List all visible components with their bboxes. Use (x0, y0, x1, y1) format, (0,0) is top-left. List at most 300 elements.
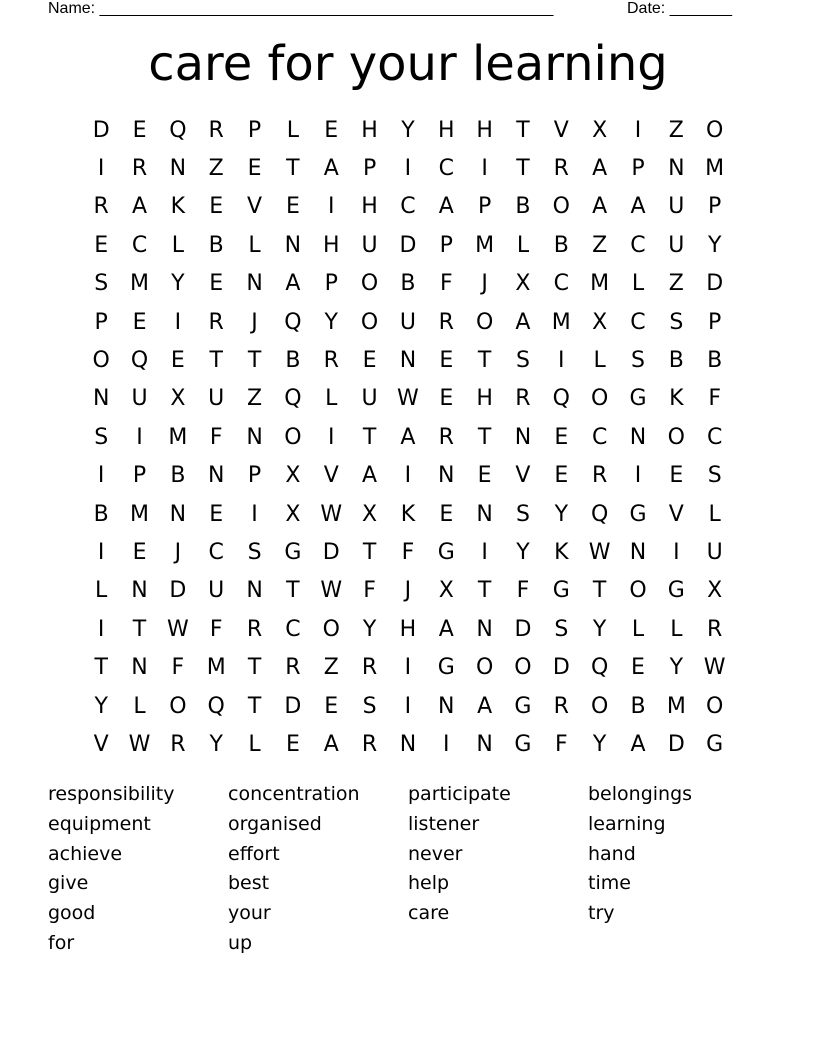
grid-letter: U (208, 578, 225, 604)
grid-letter: N (246, 424, 263, 450)
grid-letter: T (132, 616, 147, 642)
grid-letter: T (247, 655, 262, 681)
grid-letter: O (552, 194, 570, 220)
grid-letter: R (246, 616, 263, 642)
grid-letter: O (360, 271, 379, 297)
grid-letter: H (476, 117, 493, 143)
grid-letter: Q (284, 386, 302, 412)
grid-letter: V (323, 463, 339, 489)
grid-letter: N (399, 348, 417, 374)
grid-letter: O (667, 424, 685, 450)
grid-letter: X (285, 463, 301, 489)
grid-letter: U (131, 386, 148, 412)
grid-letter: Y (94, 693, 108, 719)
grid-letter: M (168, 424, 188, 450)
word-list-column (588, 780, 768, 959)
grid-letter: A (630, 731, 646, 757)
grid-letter: X (592, 117, 608, 143)
grid-letter: I (404, 693, 412, 719)
grid-letter: T (477, 424, 492, 450)
grid-letter: G (706, 731, 724, 757)
grid-letter: N (629, 539, 647, 565)
grid-letter: J (174, 539, 182, 565)
grid-letter: K (170, 194, 186, 220)
grid-letter: D (667, 731, 685, 757)
grid-letter: V (515, 463, 531, 489)
grid-letter: D (284, 693, 302, 719)
grid-letter: O (706, 693, 724, 719)
grid-letter: W (166, 616, 189, 642)
grid-letter: G (629, 501, 647, 527)
grid-letter: O (169, 693, 187, 719)
grid-letter: T (516, 117, 530, 143)
grid-letter: D (706, 271, 724, 297)
grid-row (82, 303, 734, 341)
word-list-item: for (48, 931, 75, 954)
word-list-item: participate (408, 783, 511, 805)
grid-letter: G (514, 693, 532, 719)
grid-letter: N (629, 424, 647, 450)
grid-letter: I (97, 539, 105, 565)
grid-letter: N (131, 655, 148, 681)
grid-letter: I (97, 156, 105, 182)
grid-letter: U (361, 232, 378, 258)
word-list-item: listener (408, 812, 480, 835)
grid-letter: J (251, 309, 258, 335)
grid-letter: P (439, 232, 453, 258)
grid-letter: D (399, 232, 417, 258)
grid-row (82, 226, 734, 264)
grid-letter: S (362, 693, 377, 719)
grid-letter: I (673, 539, 680, 565)
grid-letter: T (247, 348, 262, 374)
grid-letter: Z (592, 232, 608, 258)
word-list-item: hand (588, 842, 636, 865)
grid-letter: N (514, 424, 532, 450)
grid-letter: R (515, 386, 531, 412)
grid-letter: I (404, 655, 412, 681)
grid-letter: E (477, 463, 492, 489)
grid-letter: B (707, 348, 723, 374)
word-list-item: good (48, 902, 96, 925)
grid-letter: N (169, 501, 187, 527)
grid-letter: A (515, 309, 531, 335)
grid-letter: Y (516, 539, 530, 565)
word-search-grid (82, 111, 734, 764)
grid-letter: I (634, 117, 642, 143)
word-list-item: equipment (48, 812, 151, 835)
grid-letter: W (128, 731, 151, 757)
grid-letter: H (361, 117, 378, 143)
worksheet-header (48, 0, 742, 20)
grid-letter: M (551, 309, 571, 335)
grid-letter: P (94, 309, 108, 335)
grid-letter: C (285, 616, 301, 642)
grid-letter: A (592, 156, 608, 182)
grid-letter: N (169, 156, 187, 182)
grid-letter: O (284, 424, 302, 450)
word-list-item: effort (228, 842, 280, 865)
grid-letter: I (97, 616, 105, 642)
grid-letter: O (475, 309, 494, 335)
word-list-item: help (408, 872, 450, 895)
grid-letter: N (476, 616, 493, 642)
grid-letter: H (476, 386, 493, 412)
grid-letter: D (322, 539, 340, 565)
grid-letter: T (247, 693, 262, 719)
grid-letter: Q (207, 693, 225, 719)
grid-letter: E (439, 348, 454, 374)
grid-letter: O (590, 386, 609, 412)
grid-letter: A (438, 194, 454, 220)
grid-letter: S (707, 463, 722, 489)
grid-letter: M (590, 271, 610, 297)
grid-row (82, 533, 734, 571)
grid-letter: G (629, 386, 647, 412)
grid-letter: T (209, 348, 223, 374)
grid-letter: B (630, 693, 646, 719)
word-list-item: try (588, 902, 615, 925)
page-title: care for your learning (148, 36, 668, 92)
grid-letter: N (438, 693, 455, 719)
word-list-item: care (408, 902, 450, 925)
grid-letter: L (631, 271, 645, 297)
grid-letter: L (248, 232, 261, 258)
grid-letter: V (668, 501, 684, 527)
grid-letter: Q (552, 386, 570, 412)
grid-letter: W (320, 501, 343, 527)
grid-letter: E (285, 731, 300, 757)
grid-letter: I (404, 463, 412, 489)
grid-letter: T (592, 578, 607, 604)
grid-letter: R (553, 693, 569, 719)
grid-letter: E (324, 693, 339, 719)
grid-letter: Z (668, 117, 684, 143)
word-list-item: responsibility (48, 783, 175, 805)
grid-row (82, 725, 734, 763)
grid-letter: W (588, 539, 611, 565)
grid-letter: T (286, 578, 300, 604)
grid-letter: Z (668, 271, 684, 297)
grid-letter: S (631, 348, 645, 374)
grid-row (82, 265, 734, 303)
grid-letter: I (558, 348, 565, 374)
grid-letter: M (130, 271, 149, 297)
grid-letter: E (132, 309, 147, 335)
grid-letter: L (171, 232, 184, 258)
word-list-item: achieve (48, 842, 123, 865)
grid-letter: E (439, 501, 454, 527)
grid-letter: M (206, 655, 226, 681)
grid-letter: U (668, 232, 685, 258)
grid-letter: E (209, 194, 224, 220)
grid-letter: T (286, 156, 300, 182)
grid-letter: N (438, 463, 455, 489)
grid-letter: B (553, 232, 569, 258)
grid-letter: C (400, 194, 416, 220)
word-list-item: best (228, 872, 270, 895)
grid-letter: E (209, 271, 224, 297)
grid-letter: B (285, 348, 301, 374)
grid-letter: C (706, 424, 723, 450)
grid-letter: K (400, 501, 416, 527)
grid-letter: E (132, 117, 147, 143)
grid-letter: F (439, 271, 453, 297)
grid-letter: A (285, 271, 301, 297)
grid-letter: Y (324, 309, 338, 335)
grid-letter: Q (130, 348, 149, 374)
grid-letter: R (131, 156, 148, 182)
word-list-item: up (228, 931, 253, 954)
grid-letter: H (437, 117, 455, 143)
grid-letter: T (477, 578, 492, 604)
grid-letter: I (251, 501, 258, 527)
grid-letter: P (247, 117, 262, 143)
grid-letter: N (246, 271, 263, 297)
grid-letter: G (552, 578, 570, 604)
grid-letter: I (327, 424, 335, 450)
grid-letter: P (247, 463, 262, 489)
grid-letter: R (591, 463, 608, 489)
grid-letter: I (174, 309, 182, 335)
word-list-item: learning (588, 812, 666, 835)
grid-letter: Z (208, 156, 224, 182)
grid-letter: D (169, 578, 187, 604)
grid-letter: X (515, 271, 531, 297)
grid-letter: V (247, 194, 263, 220)
grid-letter: N (92, 386, 110, 412)
grid-letter: S (515, 501, 530, 527)
grid-letter: Y (362, 616, 377, 642)
grid-letter: O (92, 348, 110, 374)
grid-letter: T (362, 539, 377, 565)
grid-letter: N (131, 578, 148, 604)
grid-letter: R (208, 309, 224, 335)
grid-letter: B (93, 501, 109, 527)
grid-letter: U (668, 194, 685, 220)
grid-letter: L (516, 232, 530, 258)
grid-letter: N (246, 578, 263, 604)
grid-letter: V (93, 731, 109, 757)
grid-letter: Y (401, 117, 415, 143)
word-list-item: time (588, 872, 631, 895)
grid-letter: T (516, 156, 530, 182)
grid-letter: A (362, 463, 378, 489)
grid-letter: A (438, 616, 454, 642)
grid-letter: F (171, 655, 185, 681)
grid-letter: E (132, 539, 147, 565)
grid-letter: F (708, 386, 721, 412)
grid-letter: I (404, 156, 412, 182)
grid-row (82, 648, 734, 686)
grid-letter: R (438, 309, 454, 335)
grid-letter: C (553, 271, 569, 297)
grid-letter: R (438, 424, 454, 450)
grid-letter: Y (707, 232, 722, 258)
grid-letter: N (668, 156, 685, 182)
grid-letter: A (477, 693, 493, 719)
grid-row (82, 418, 734, 456)
grid-row (82, 457, 734, 495)
grid-letter: A (323, 731, 339, 757)
grid-letter: W (397, 386, 419, 412)
grid-letter: A (323, 156, 339, 182)
grid-letter: N (207, 463, 225, 489)
grid-letter: R (361, 655, 378, 681)
grid-letter: G (437, 655, 455, 681)
grid-letter: Q (590, 655, 609, 681)
grid-letter: L (95, 578, 108, 604)
grid-letter: Q (284, 309, 302, 335)
grid-letter: S (554, 616, 569, 642)
grid-letter: X (707, 578, 723, 604)
grid-letter: F (516, 578, 530, 604)
grid-letter: E (94, 232, 109, 258)
grid-letter: G (514, 731, 532, 757)
grid-letter: D (552, 655, 570, 681)
grid-letter: Q (590, 501, 609, 527)
grid-letter: L (248, 731, 261, 757)
grid-letter: I (443, 731, 450, 757)
grid-letter: K (669, 386, 684, 412)
grid-letter: O (590, 693, 609, 719)
grid-letter: W (703, 655, 726, 681)
grid-letter: X (285, 501, 301, 527)
grid-letter: S (94, 424, 109, 450)
grid-letter: S (669, 309, 684, 335)
grid-row (82, 687, 734, 725)
grid-letter: Y (209, 731, 223, 757)
grid-letter: J (481, 271, 488, 297)
grid-letter: P (362, 156, 377, 182)
grid-letter: V (553, 117, 569, 143)
grid-letter: R (707, 616, 723, 642)
grid-letter: F (554, 731, 568, 757)
grid-letter: E (631, 655, 645, 681)
grid-letter: O (360, 309, 379, 335)
grid-letter: L (286, 117, 300, 143)
grid-letter: L (708, 501, 721, 527)
grid-letter: E (669, 463, 684, 489)
grid-letter: Y (171, 271, 185, 297)
grid-letter: C (630, 309, 646, 335)
word-list-item: concentration (228, 783, 360, 805)
grid-letter: P (708, 309, 722, 335)
date-field-label: Date: _______ (627, 0, 732, 17)
word-list-item: never (408, 842, 463, 865)
grid-letter: D (514, 616, 532, 642)
grid-row (82, 380, 734, 418)
grid-letter: R (208, 117, 224, 143)
grid-letter: M (666, 693, 686, 719)
grid-letter: E (362, 348, 377, 374)
grid-letter: T (94, 655, 108, 681)
grid-letter: R (93, 194, 109, 220)
grid-letter: M (705, 156, 725, 182)
grid-letter: S (515, 348, 530, 374)
grid-letter: Y (669, 655, 684, 681)
grid-letter: O (475, 655, 494, 681)
grid-row (82, 341, 734, 379)
grid-letter: B (208, 232, 224, 258)
grid-letter: X (438, 578, 454, 604)
grid-letter: C (438, 156, 454, 182)
grid-letter: Q (169, 117, 187, 143)
grid-letter: H (322, 232, 340, 258)
grid-letter: G (284, 539, 302, 565)
grid-letter: P (132, 463, 147, 489)
grid-letter: I (97, 463, 105, 489)
grid-letter: S (94, 271, 109, 297)
grid-letter: H (361, 194, 378, 220)
grid-letter: E (209, 501, 224, 527)
grid-letter: H (399, 616, 417, 642)
word-list-item: belongings (588, 783, 693, 805)
grid-letter: U (706, 539, 723, 565)
grid-letter: O (514, 655, 532, 681)
grid-letter: X (170, 386, 186, 412)
grid-letter: Y (554, 501, 569, 527)
grid-letter: T (362, 424, 377, 450)
grid-letter: P (708, 194, 722, 220)
name-field-label: Name: ___________________________________________________ (48, 0, 554, 17)
grid-letter: A (400, 424, 416, 450)
grid-letter: A (131, 194, 148, 220)
grid-letter: Y (592, 616, 607, 642)
grid-letter: O (322, 616, 340, 642)
grid-letter: P (477, 194, 492, 220)
grid-letter: N (284, 232, 302, 258)
grid-letter: A (630, 194, 646, 220)
grid-letter: U (361, 386, 378, 412)
grid-row (82, 188, 734, 226)
grid-letter: I (136, 424, 143, 450)
grid-letter: A (592, 194, 608, 220)
grid-letter: E (170, 348, 185, 374)
grid-letter: I (634, 463, 642, 489)
grid-letter: E (285, 194, 300, 220)
grid-letter: E (247, 156, 262, 182)
grid-letter: B (668, 348, 684, 374)
grid-letter: L (593, 348, 606, 374)
grid-row (82, 495, 734, 533)
grid-letter: E (324, 117, 339, 143)
grid-letter: R (361, 731, 378, 757)
grid-row (82, 610, 734, 648)
grid-letter: W (320, 578, 343, 604)
grid-letter: G (667, 578, 685, 604)
grid-letter: X (592, 309, 608, 335)
grid-row (82, 572, 734, 610)
grid-letter: C (591, 424, 608, 450)
word-list-item: organised (228, 812, 322, 835)
grid-letter: S (247, 539, 262, 565)
grid-letter: P (631, 156, 645, 182)
grid-letter: G (437, 539, 455, 565)
grid-letter: D (92, 117, 110, 143)
grid-letter: P (324, 271, 338, 297)
grid-letter: J (404, 578, 412, 604)
grid-letter: M (475, 232, 495, 258)
grid-letter: C (208, 539, 224, 565)
grid-letter: F (209, 616, 223, 642)
grid-row (82, 149, 734, 187)
grid-letter: Z (247, 386, 263, 412)
grid-letter: F (401, 539, 415, 565)
grid-letter: N (476, 501, 493, 527)
word-list-item: your (228, 902, 271, 925)
grid-letter: R (285, 655, 301, 681)
